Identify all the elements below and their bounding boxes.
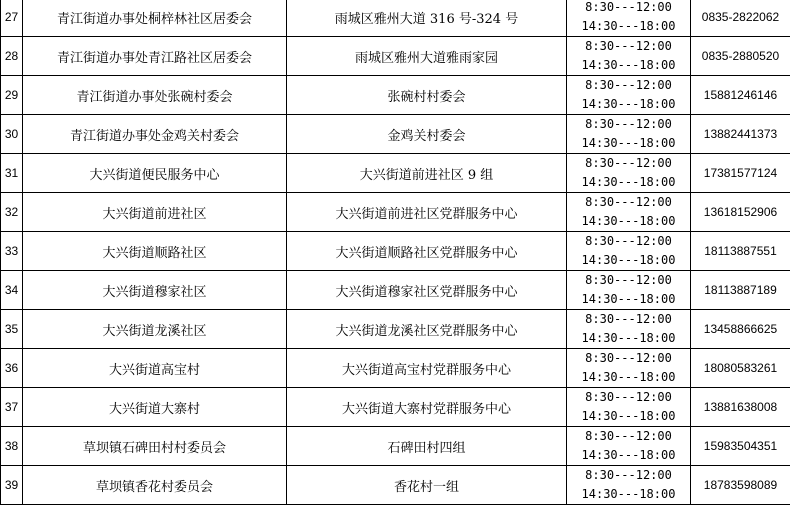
office-hours [567, 232, 691, 271]
office-hours [567, 193, 691, 232]
office-address: 大兴街道龙溪社区党群服务中心 [287, 310, 567, 349]
contact-phone: 13881638008 [691, 388, 790, 427]
morning-hours: 8:30---12:00 [585, 117, 672, 131]
table-row [1, 388, 790, 427]
contact-phone: 13618152906 [691, 193, 790, 232]
morning-hours: 8:30---12:00 [585, 78, 672, 92]
office-address: 大兴街道穆家社区党群服务中心 [287, 271, 567, 310]
morning-hours: 8:30---12:00 [585, 468, 672, 482]
table-row [1, 310, 790, 349]
office-hours [567, 466, 691, 505]
table-row [1, 0, 790, 37]
office-hours [567, 154, 691, 193]
contact-phone: 0835-2822062 [691, 0, 790, 37]
afternoon-hours: 14:30---18:00 [581, 253, 676, 267]
afternoon-hours: 14:30---18:00 [581, 448, 676, 462]
office-name: 大兴街道穆家社区 [23, 271, 287, 310]
office-hours [567, 427, 691, 466]
morning-hours: 8:30---12:00 [585, 390, 672, 404]
table-row [1, 154, 790, 193]
office-name: 青江街道办事处张碗村委会 [23, 76, 287, 115]
afternoon-hours: 14:30---18:00 [581, 370, 676, 384]
row-number: 38 [1, 427, 23, 466]
office-name: 大兴街道高宝村 [23, 349, 287, 388]
row-number: 30 [1, 115, 23, 154]
afternoon-hours: 14:30---18:00 [581, 331, 676, 345]
contact-phone: 13882441373 [691, 115, 790, 154]
office-name: 大兴街道大寨村 [23, 388, 287, 427]
table-row [1, 37, 790, 76]
afternoon-hours: 14:30---18:00 [581, 214, 676, 228]
contact-phone: 18113887551 [691, 232, 790, 271]
row-number: 31 [1, 154, 23, 193]
office-address: 雨城区雅州大道 316 号-324 号 [287, 0, 567, 37]
office-name: 青江街道办事处桐梓林社区居委会 [23, 0, 287, 37]
row-number: 28 [1, 37, 23, 76]
contact-phone: 15881246146 [691, 76, 790, 115]
office-address: 石碑田村四组 [287, 427, 567, 466]
morning-hours: 8:30---12:00 [585, 351, 672, 365]
row-number: 33 [1, 232, 23, 271]
table-row [1, 271, 790, 310]
office-address: 张碗村村委会 [287, 76, 567, 115]
row-number: 34 [1, 271, 23, 310]
office-hours [567, 349, 691, 388]
contact-phone: 17381577124 [691, 154, 790, 193]
office-name: 大兴街道龙溪社区 [23, 310, 287, 349]
office-hours [567, 271, 691, 310]
table-body [1, 0, 790, 505]
row-number: 39 [1, 466, 23, 505]
office-name: 草坝镇香花村委员会 [23, 466, 287, 505]
contact-phone: 13458866625 [691, 310, 790, 349]
morning-hours: 8:30---12:00 [585, 39, 672, 53]
afternoon-hours: 14:30---18:00 [581, 175, 676, 189]
office-address: 大兴街道大寨村党群服务中心 [287, 388, 567, 427]
office-name: 草坝镇石碑田村村委员会 [23, 427, 287, 466]
office-name: 大兴街道便民服务中心 [23, 154, 287, 193]
morning-hours: 8:30---12:00 [585, 429, 672, 443]
morning-hours: 8:30---12:00 [585, 273, 672, 287]
office-hours [567, 37, 691, 76]
office-name: 青江街道办事处金鸡关村委会 [23, 115, 287, 154]
office-name: 大兴街道前进社区 [23, 193, 287, 232]
table-row [1, 193, 790, 232]
office-hours [567, 388, 691, 427]
office-hours [567, 76, 691, 115]
afternoon-hours: 14:30---18:00 [581, 292, 676, 306]
row-number: 37 [1, 388, 23, 427]
table-row [1, 466, 790, 505]
table-row [1, 76, 790, 115]
office-hours [567, 0, 691, 37]
office-address: 大兴街道顺路社区党群服务中心 [287, 232, 567, 271]
afternoon-hours: 14:30---18:00 [581, 19, 676, 33]
office-address: 金鸡关村委会 [287, 115, 567, 154]
contact-phone: 15983504351 [691, 427, 790, 466]
office-address: 大兴街道前进社区 9 组 [287, 154, 567, 193]
office-name: 青江街道办事处青江路社区居委会 [23, 37, 287, 76]
afternoon-hours: 14:30---18:00 [581, 409, 676, 423]
row-number: 32 [1, 193, 23, 232]
morning-hours: 8:30---12:00 [585, 234, 672, 248]
table-row [1, 349, 790, 388]
office-name: 大兴街道顺路社区 [23, 232, 287, 271]
table-row [1, 427, 790, 466]
contact-phone: 18080583261 [691, 349, 790, 388]
table-row [1, 115, 790, 154]
row-number: 29 [1, 76, 23, 115]
office-address: 大兴街道高宝村党群服务中心 [287, 349, 567, 388]
table-row [1, 232, 790, 271]
morning-hours: 8:30---12:00 [585, 195, 672, 209]
row-number: 27 [1, 0, 23, 37]
contact-phone: 0835-2880520 [691, 37, 790, 76]
afternoon-hours: 14:30---18:00 [581, 136, 676, 150]
office-hours [567, 310, 691, 349]
contact-phone: 18113887189 [691, 271, 790, 310]
afternoon-hours: 14:30---18:00 [581, 58, 676, 72]
morning-hours: 8:30---12:00 [585, 156, 672, 170]
office-hours [567, 115, 691, 154]
afternoon-hours: 14:30---18:00 [581, 487, 676, 501]
office-address: 雨城区雅州大道雅雨家园 [287, 37, 567, 76]
morning-hours: 8:30---12:00 [585, 0, 672, 14]
contact-phone: 18783598089 [691, 466, 790, 505]
office-address: 香花村一组 [287, 466, 567, 505]
office-address: 大兴街道前进社区党群服务中心 [287, 193, 567, 232]
morning-hours: 8:30---12:00 [585, 312, 672, 326]
row-number: 35 [1, 310, 23, 349]
afternoon-hours: 14:30---18:00 [581, 97, 676, 111]
row-number: 36 [1, 349, 23, 388]
